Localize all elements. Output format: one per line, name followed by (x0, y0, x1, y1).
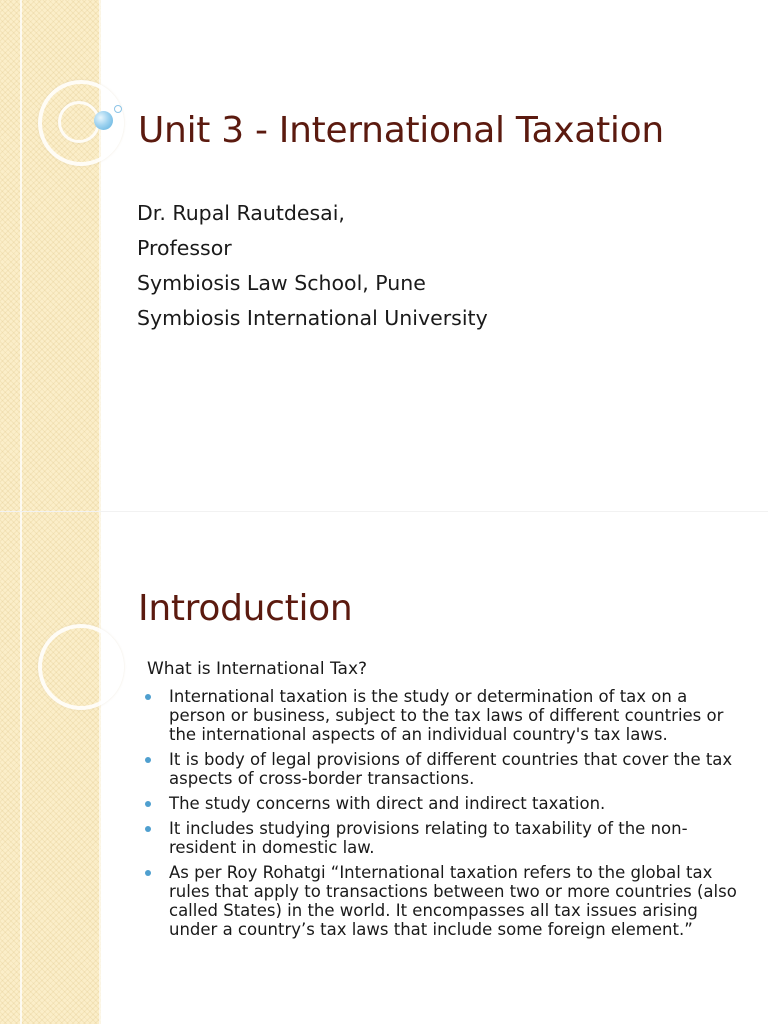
list-item (142, 819, 742, 857)
author-university: Symbiosis International University (137, 306, 488, 330)
bullet-dot-icon (145, 826, 151, 832)
decorative-margin-band (0, 0, 101, 512)
decorative-bubble-icon (94, 111, 113, 130)
slide-introduction (0, 512, 768, 1024)
bullet-dot-icon (145, 694, 151, 700)
margin-band-stripe (20, 0, 22, 512)
bullet-list (142, 687, 742, 945)
list-item-text: It includes studying provisions relating to taxability of the non-resident in domestic law. (169, 819, 688, 857)
bullet-dot-icon (145, 757, 151, 763)
list-item (142, 687, 742, 744)
list-item-text: As per Roy Rohatgi “International taxation refers to the global tax rules that apply to transactions between two or more countries (also called States) in the world. It encompasses all tax issues arising under a country’s tax laws that include some foreign element.” (169, 863, 737, 939)
margin-band-stripe (99, 512, 101, 1024)
margin-band-stripe (99, 0, 101, 512)
list-item (142, 750, 742, 788)
decorative-bubble-icon (114, 105, 122, 113)
author-info (137, 196, 488, 336)
decorative-margin-band (0, 512, 101, 1024)
list-item (142, 863, 742, 939)
author-school: Symbiosis Law School, Pune (137, 271, 426, 295)
section-heading: Introduction (138, 588, 353, 629)
list-item-text: The study concerns with direct and indirect taxation. (169, 794, 606, 813)
author-name: Dr. Rupal Rautdesai, (137, 201, 345, 225)
bullet-dot-icon (145, 801, 151, 807)
list-item-text: It is body of legal provisions of different countries that cover the tax aspects of cross-border transactions. (169, 750, 733, 788)
author-title: Professor (137, 236, 232, 260)
intro-question: What is International Tax? (147, 659, 368, 679)
slide-title-heading: Unit 3 - International Taxation (138, 110, 664, 151)
list-item (142, 794, 742, 813)
decorative-ring-icon (38, 624, 124, 710)
list-item-text: International taxation is the study or determination of tax on a person or business, subject to the tax laws of different countries or the international aspects of an individual country's tax laws. (169, 687, 724, 744)
margin-band-stripe (20, 512, 22, 1024)
bullet-dot-icon (145, 870, 151, 876)
